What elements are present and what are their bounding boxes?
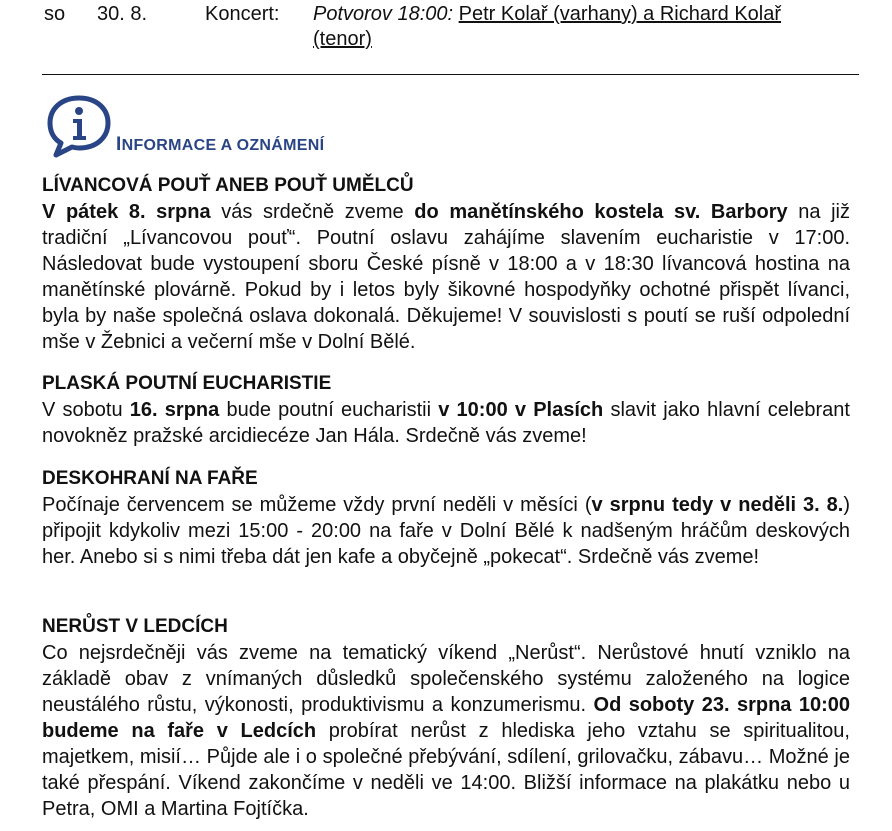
schedule-date: 30. 8. xyxy=(97,3,148,25)
section-title: NERŮST V LEDCÍCH xyxy=(42,616,228,637)
info-speech-bubble-icon xyxy=(46,94,112,158)
schedule-day: so xyxy=(44,3,66,25)
schedule-place-time: Potvorov 18:00: xyxy=(313,3,454,25)
section-nerust xyxy=(42,614,850,822)
body-text: Počínaje červencem se můžeme vždy první neděli v měsíci ( xyxy=(42,494,592,516)
info-heading-rest: NFORMACE A OZNÁMENÍ xyxy=(121,137,325,154)
section-title: PLASKÁ POUTNÍ EUCHARISTIE xyxy=(42,373,332,394)
section-body xyxy=(42,199,850,355)
body-text: slavit jako hlavní celebrant novokněz pražské arcidiecéze Jan Hála. Srdečně vás zveme! xyxy=(42,399,850,447)
body-text: vás srdečně zveme xyxy=(210,201,415,223)
highlight: v 10:00 v Plasích xyxy=(438,399,604,421)
highlight: v srpnu tedy v neděli 3. 8. xyxy=(591,494,844,516)
section-plasska-eucharistie xyxy=(42,371,850,449)
schedule-performers: Petr Kolař (varhany) a Richard Kolař (tenor) xyxy=(313,3,782,50)
divider xyxy=(42,74,859,75)
info-heading xyxy=(116,134,324,156)
body-text: V sobotu xyxy=(42,399,130,421)
highlight: do manětínského kostela sv. Barbory xyxy=(414,201,788,223)
highlight: V pátek 8. srpna xyxy=(42,201,211,223)
section-title: DESKOHRANÍ NA FAŘE xyxy=(42,468,258,489)
highlight: Od soboty 23. srpna 10:00 budeme na faře v Ledcích xyxy=(42,694,850,742)
body-text: Co nejsrdečněji vás zveme na tematický víkend „Nerůst“. Nerůstové hnutí vzniklo na základě obav z vnímaných důsledků společenského systému založeného na logice neustálého růstu, výkonosti, produktivismu a konzumerismu. xyxy=(42,642,850,716)
schedule-row xyxy=(0,2,892,54)
section-title: LÍVANCOVÁ POUŤ ANEB POUŤ UMĚLCŮ xyxy=(42,175,414,196)
info-heading-initial: I xyxy=(116,134,122,155)
schedule-details xyxy=(313,2,833,52)
body-text: bude poutní eucharistii xyxy=(219,399,439,421)
section-body xyxy=(42,397,850,449)
body-text: ) připojit kdykoliv mezi 15:00 - 20:00 na faře v Dolní Bělé k nadšeným hráčům deskových her. Anebo si s nimi třeba dát jen kafe a obyčejně „pokecat“. Srdečně vás zveme! xyxy=(42,494,851,568)
schedule-kind: Koncert: xyxy=(205,3,280,25)
body-text: probírat nerůst z hlediska jeho vztahu se spiritualitou, majetkem, misií… Půjde ale i o společné přebývání, sdílení, grilovačku, zábavu… Možné je také přespání. Víkend zakončíme v neděli ve 14:00. Bližší informace na plakátku nebo u Petra, OMI a Martina Fojtíčka. xyxy=(42,720,850,820)
section-livancova-pout xyxy=(42,173,850,355)
highlight: 16. srpna xyxy=(129,399,220,421)
section-body xyxy=(42,640,850,822)
section-deskohrani xyxy=(42,466,850,570)
section-body xyxy=(42,492,850,570)
body-text: na již tradiční „Lívancovou pouť“. Poutní oslavu zahájíme slavením eucharistie v 17:00. Následovat bude vystoupení sboru České písně v 18:00 a v 18:30 lívancová hostina na manětínské plovárně. Pokud by i letos byly šikovné hospodyňky ochotné přispět lívanci, byla by naše společná oslava dokonalá. Děkujeme! V souvislosti s poutí se ruší odpolední mše v Žebnici a večerní mše v Dolní Bělé. xyxy=(42,201,850,353)
